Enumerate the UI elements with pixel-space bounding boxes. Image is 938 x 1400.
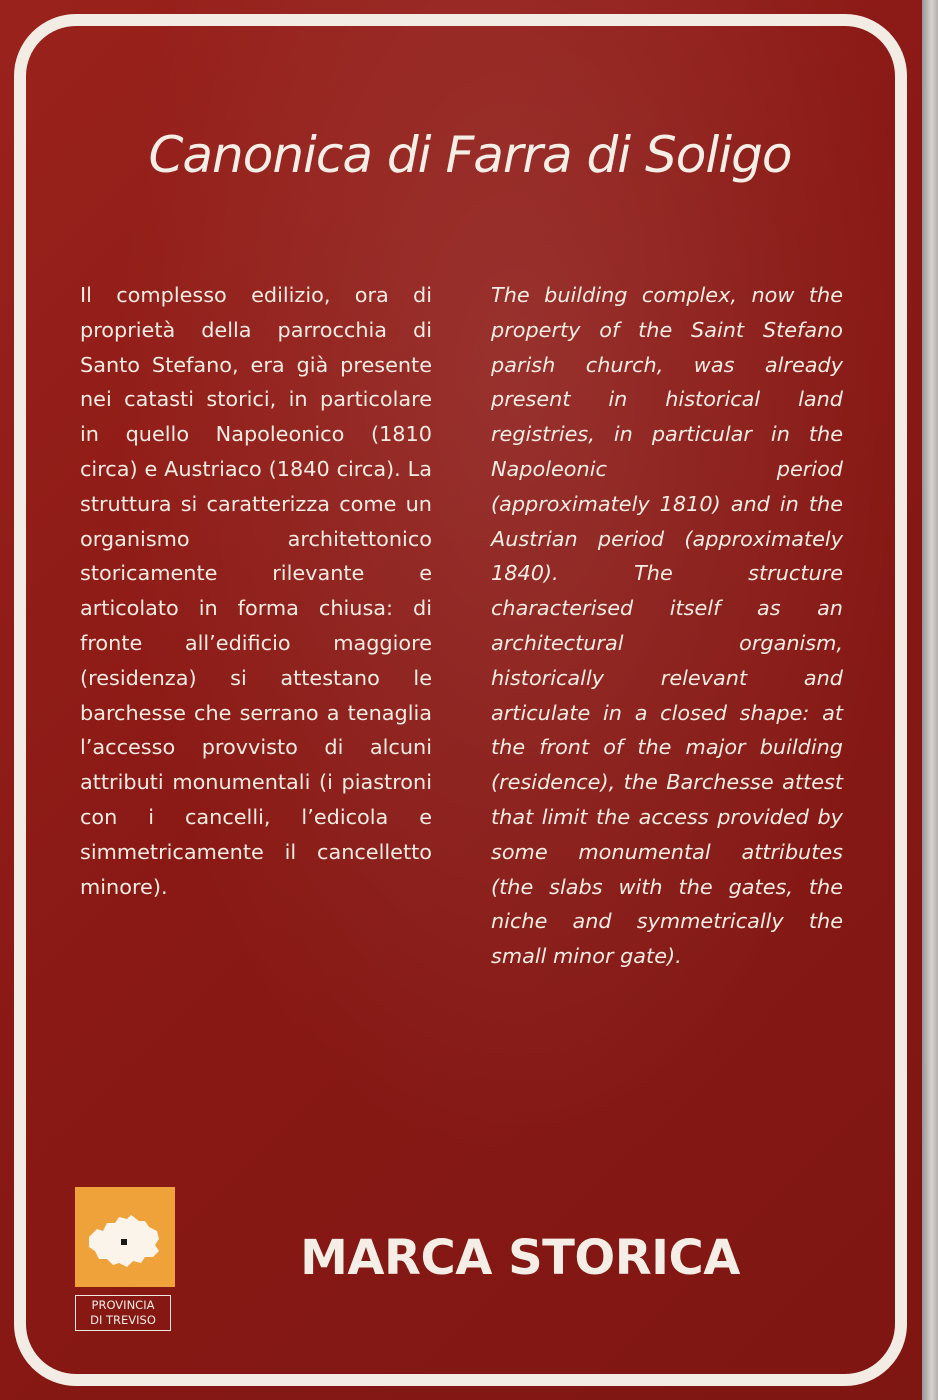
sign-edge (922, 0, 938, 1400)
provincia-logo (75, 1187, 175, 1331)
sign-title: Canonica di Farra di Soligo (148, 126, 792, 184)
provincia-label (75, 1295, 171, 1331)
italian-description: Il complesso edilizio, ora di proprietà della parrocchia di Santo Stefano, era già presente nei catasti storici, in particolare in quello Napoleonico (1810 circa) e Austriaco (1840 circa). La struttura si caratterizza come un organismo architettonico storicamente rilevante e articolato in forma chiusa: di fronte all’edificio maggiore (residenza) si attestano le barchesse che serrano a tenaglia l’accesso provvisto di alcuni attributi monumentali (i piastroni con i cancelli, l’edicola e simmetricamente il cancelletto minore). (80, 283, 432, 899)
provincia-map-icon (75, 1187, 175, 1287)
provincia-label-line2: DI TREVISO (90, 1313, 156, 1327)
english-description: The building complex, now the property of the Saint Stefano parish church, was already present in historical land registries, in particular in the Napoleonic period (approximately 1810) and in the Austrian period (approximately 1840). The structure characterised itself as an architectural organism, historically relevant and articulate in a closed shape: at the front of the major building (residence), the Barchesse attest that limit the access provided by some monumental attributes (the slabs with the gates, the niche and symmetrically the small minor gate). (491, 283, 843, 969)
brand-name: MARCA STORICA (300, 1230, 740, 1286)
provincia-label-line1: PROVINCIA (91, 1298, 155, 1312)
